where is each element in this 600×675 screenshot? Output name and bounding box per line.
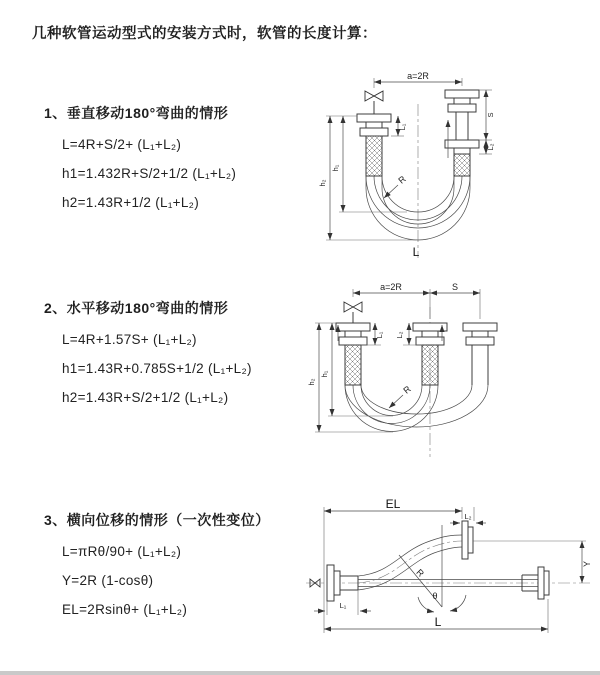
section-3-formula-Y: Y=2R (1-cosθ) (62, 573, 154, 588)
section-2-formula-h2: h2=1.43R+S/2+1/2 (L₁+L₂) (62, 390, 229, 405)
dim-l1-label: L₁ (398, 123, 407, 131)
diagram-vertical-180-bend (312, 68, 595, 262)
dim-span-label: a=2R (380, 282, 402, 292)
dim-h1-label: h₁ (320, 370, 329, 378)
section-3-formula-L: L=πRθ/90+ (L₁+L₂) (62, 544, 182, 559)
section-2-heading: 2、水平移动180°弯曲的情形 (44, 300, 229, 316)
dim-span-label: a=2R (407, 71, 429, 81)
section-1-formula-L: L=4R+S/2+ (L₁+L₂) (62, 137, 182, 152)
section-1-heading: 1、垂直移动180°弯曲的情形 (44, 105, 229, 121)
angle-label: θ (432, 591, 438, 601)
dim-l1-label: L₁ (339, 601, 347, 610)
braided-hose-right (454, 154, 470, 176)
section-1-formula-h1: h1=1.432R+S/2+1/2 (L₁+L₂) (62, 166, 237, 181)
section-3 (44, 510, 270, 617)
braided-hose-middle (422, 345, 438, 385)
dim-y-label: Y (582, 560, 592, 568)
radius-label: R (414, 567, 426, 579)
section-3-formula-EL: EL=2Rsinθ+ (L₁+L₂) (62, 602, 188, 617)
diagram-3-drawing (296, 495, 598, 647)
section-2 (44, 298, 252, 405)
section-1-formula-h2: h2=1.43R+1/2 (L₁+L₂) (62, 195, 200, 210)
dim-l-label: L (434, 615, 442, 629)
diagram-lateral-displacement (296, 495, 598, 647)
dim-l2-label: L₂ (486, 143, 495, 151)
dim-s-label: S (486, 112, 495, 118)
page-bottom-edge (0, 671, 600, 675)
valve-icon (365, 91, 383, 101)
dim-h2-label: h₂ (307, 378, 316, 386)
dim-l1-label: L₁ (375, 331, 384, 339)
braided-hose-left (345, 345, 361, 385)
radius-label: R (401, 383, 413, 396)
diagram-2-drawing (305, 279, 597, 463)
section-1 (44, 103, 236, 210)
page-title: 几种软管运动型式的安装方式时，软管的长度计算： (32, 26, 377, 42)
length-label: L (412, 245, 420, 259)
section-3-heading: 3、横向位移的情形（一次性变位） (44, 512, 270, 528)
dim-l2-label: L₂ (395, 331, 404, 339)
valve-icon (344, 302, 362, 312)
dim-h2-label: h₂ (318, 179, 327, 187)
dim-l2-label: L₂ (464, 512, 472, 521)
section-2-formula-h1: h1=1.43R+0.785S+1/2 (L₁+L₂) (62, 361, 252, 376)
diagram-horizontal-180-bend (305, 279, 597, 463)
radius-label: R (396, 173, 408, 186)
dim-el-label: EL (385, 497, 401, 511)
diagram-1-drawing (312, 68, 595, 262)
section-2-formula-L: L=4R+1.57S+ (L₁+L₂) (62, 332, 197, 347)
braided-hose-left (366, 136, 382, 176)
dim-h1-label: h₁ (331, 164, 340, 172)
dim-s-label: S (451, 282, 459, 292)
